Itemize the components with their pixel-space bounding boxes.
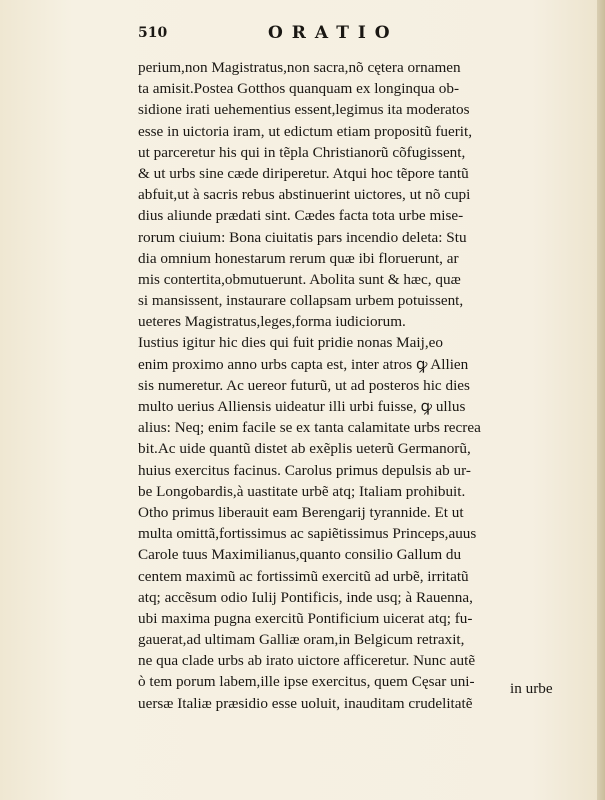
text-line: Iustius igitur hic dies qui fuit pridie nonas Maij,eo <box>138 334 443 352</box>
text-line: gauerat,ad ultimam Galliæ oram,in Belgicum retraxit, <box>138 631 465 649</box>
text-line: centem maximũ ac fortissimũ exercitũ ad urbẽ, irritatũ <box>138 567 469 585</box>
catchword: in urbe <box>510 680 553 697</box>
text-line: dius aliunde prædati sint. Cædes facta tota urbe mise- <box>138 207 464 225</box>
text-line: Otho primus liberauit eam Berengarij tyrannide. Et ut <box>138 503 464 521</box>
text-line: alius: Neq; enim facile se ex tanta calamitate urbs recrea <box>138 419 481 437</box>
text-line: multa omittã,fortissimus ac sapiẽtissimus Princeps,auus <box>138 525 477 543</box>
text-line: si mansissent, instaurare collapsam urbem potuissent, <box>138 292 464 310</box>
text-line: ta amisit.Postea Gotthos quanquam ex longinqua ob- <box>138 80 459 98</box>
body-text <box>138 57 574 714</box>
text-line: Carole tuus Maximilianus,quanto consilio Gallum du <box>138 546 462 564</box>
text-line: atq; accẽsum odio Iulij Pontificis, inde usq; à Rauenna, <box>138 588 473 606</box>
text-line: sis numeretur. Ac uereor futurũ, ut ad posteros hic dies <box>138 376 470 394</box>
page-header <box>138 25 574 49</box>
text-line: bit.Ac uide quantũ distet ab exẽplis ueterũ Germanorũ, <box>138 440 471 458</box>
text-line: ut parceretur his qui in tẽpla Christianorũ cõfugissent, <box>138 143 466 161</box>
text-line: multo uerius Alliensis uideatur illi urbi fuisse, ꝙ ullus <box>138 398 466 415</box>
text-line: ubi maxima pugna exercitũ Pontificium uicerat atq; fu- <box>138 609 473 627</box>
running-head: ORATIO <box>268 23 399 43</box>
text-line: & ut urbs sine cæde diriperetur. Atqui hoc tẽpore tantũ <box>138 164 469 182</box>
text-line: uersæ Italiæ præsidio esse uoluit, inauditam crudelitatẽ <box>138 694 473 712</box>
text-line: rorum ciuium: Bona ciuitatis pars incendio deleta: Stu <box>138 228 467 246</box>
text-line: abfuit,ut à sacris rebus abstinuerint uictores, ut nõ cupi <box>138 186 471 204</box>
text-line: huius exercitus facinus. Carolus primus depulsis ab ur- <box>138 461 471 479</box>
text-line: ò tem porum labem,ille ipse exercitus, quem Cęsar uni- <box>138 673 475 691</box>
text-line: sidione irati uehementius essent,legimus ita moderatos <box>138 101 470 119</box>
text-line: be Longobardis,à uastitate urbẽ atq; Italiam prohibuit. <box>138 482 466 500</box>
page-number: 510 <box>138 25 168 41</box>
text-line: perium,non Magistratus,non sacra,nõ cętera ornamen <box>138 59 461 76</box>
page-edge <box>597 0 605 800</box>
text-line: ueteres Magistratus,leges,forma iudiciorum. <box>138 313 406 331</box>
text-line: ne qua clade urbs ab irato uictore afficeretur. Nunc autẽ <box>138 652 476 670</box>
text-line: enim proximo anno urbs capta est, inter atros ꝙ Allien <box>138 355 469 373</box>
text-line: dia omnium honestarum rerum quæ ibi floruerunt, ar <box>138 249 459 267</box>
text-line: mis contertita,obmutuerunt. Abolita sunt & hæc, quæ <box>138 270 461 288</box>
text-line: esse in uictoria iram, ut edictum etiam propositũ fuerit, <box>138 122 473 140</box>
